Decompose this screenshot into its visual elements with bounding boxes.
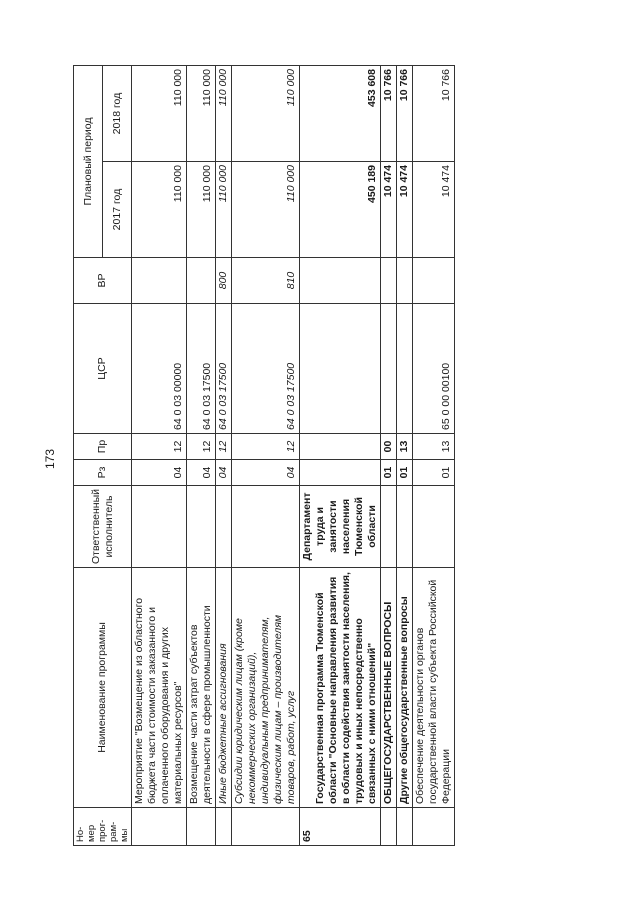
cell-vr bbox=[187, 258, 216, 304]
header-num: Но- мер прог- рам- мы bbox=[74, 808, 132, 846]
cell-name: ОБЩЕГОСУДАРСТВЕННЫЕ ВОПРОСЫ bbox=[381, 568, 397, 808]
cell-y2017: 10 474 bbox=[381, 162, 397, 258]
cell-csr bbox=[381, 304, 397, 434]
cell-csr bbox=[397, 304, 413, 434]
cell-y2018: 10 766 bbox=[413, 66, 455, 162]
cell-y2017: 450 189 bbox=[300, 162, 381, 258]
table-row bbox=[413, 66, 455, 846]
header-2017: 2017 год bbox=[103, 162, 132, 258]
cell-y2018: 453 608 bbox=[300, 66, 381, 162]
cell-csr: 64 0 03 17500 bbox=[187, 304, 216, 434]
cell-num bbox=[381, 808, 397, 846]
cell-num bbox=[187, 808, 216, 846]
header-csr: ЦСР bbox=[74, 304, 132, 434]
page-number: 173 bbox=[43, 448, 57, 469]
cell-y2017: 110 000 bbox=[132, 162, 187, 258]
cell-num bbox=[397, 808, 413, 846]
cell-y2017: 10 474 bbox=[413, 162, 455, 258]
header-vr: ВР bbox=[74, 258, 132, 304]
cell-resp bbox=[413, 486, 455, 568]
cell-rz: 01 bbox=[413, 460, 455, 486]
cell-resp bbox=[397, 486, 413, 568]
cell-vr bbox=[397, 258, 413, 304]
cell-pr: 12 bbox=[132, 434, 187, 460]
cell-resp bbox=[187, 486, 216, 568]
cell-y2017: 110 000 bbox=[232, 162, 300, 258]
cell-resp bbox=[381, 486, 397, 568]
cell-csr: 64 0 03 17500 bbox=[232, 304, 300, 434]
cell-rz: 04 bbox=[187, 460, 216, 486]
cell-vr bbox=[413, 258, 455, 304]
header-row-1 bbox=[74, 66, 103, 846]
cell-csr: 64 0 03 17500 bbox=[216, 304, 232, 434]
header-rz: Рз bbox=[74, 460, 132, 486]
cell-pr: 13 bbox=[413, 434, 455, 460]
cell-y2018: 110 000 bbox=[232, 66, 300, 162]
cell-csr: 65 0 00 00100 bbox=[413, 304, 455, 434]
cell-csr bbox=[300, 304, 381, 434]
cell-name: Возмещение части затрат субъектов деятельности в сфере промышленности bbox=[187, 568, 216, 808]
cell-pr: 12 bbox=[187, 434, 216, 460]
cell-name: Мероприятие "Возмещение из областного бюджета части стоимости заказанного и оплаченного оборудования и других материальных ресурсов" bbox=[132, 568, 187, 808]
cell-rz: 04 bbox=[132, 460, 187, 486]
cell-y2017: 10 474 bbox=[397, 162, 413, 258]
table-row bbox=[216, 66, 232, 846]
table-row bbox=[187, 66, 216, 846]
cell-y2018: 110 000 bbox=[132, 66, 187, 162]
table-row bbox=[381, 66, 397, 846]
cell-vr: 810 bbox=[232, 258, 300, 304]
cell-name: Обеспечение деятельности органов государственной власти субъекта Российской Федерации bbox=[413, 568, 455, 808]
cell-pr bbox=[300, 434, 381, 460]
cell-y2018: 110 000 bbox=[216, 66, 232, 162]
cell-num bbox=[216, 808, 232, 846]
cell-vr bbox=[300, 258, 381, 304]
cell-y2018: 110 000 bbox=[187, 66, 216, 162]
cell-resp bbox=[132, 486, 187, 568]
cell-resp bbox=[232, 486, 300, 568]
cell-y2017: 110 000 bbox=[216, 162, 232, 258]
header-name: Наименование программы bbox=[74, 568, 132, 808]
cell-pr: 12 bbox=[232, 434, 300, 460]
cell-num bbox=[132, 808, 187, 846]
cell-num: 65 bbox=[300, 808, 381, 846]
cell-pr: 12 bbox=[216, 434, 232, 460]
cell-rz: 01 bbox=[397, 460, 413, 486]
table-row bbox=[232, 66, 300, 846]
table-row bbox=[132, 66, 187, 846]
cell-pr: 00 bbox=[381, 434, 397, 460]
cell-num bbox=[232, 808, 300, 846]
budget-table bbox=[73, 65, 455, 846]
header-plan: Плановый период bbox=[74, 66, 103, 258]
cell-rz: 04 bbox=[232, 460, 300, 486]
cell-y2018: 10 766 bbox=[381, 66, 397, 162]
cell-name: Государственная программа Тюменской области "Основные направления развития в области содействия занятости населения, трудовых и иных непосредственно связанных с ними отношений" bbox=[300, 568, 381, 808]
cell-name: Субсидии юридическим лицам (кроме некоммерческих организаций), индивидуальным предпринимателям, физическим лицам – производителям товаров, работ, услуг bbox=[232, 568, 300, 808]
cell-vr: 800 bbox=[216, 258, 232, 304]
cell-name: Иные бюджетные ассигнования bbox=[216, 568, 232, 808]
cell-rz: 04 bbox=[216, 460, 232, 486]
table-row bbox=[397, 66, 413, 846]
cell-resp: Департамент труда и занятости населения Тюменской области bbox=[300, 486, 381, 568]
cell-resp bbox=[216, 486, 232, 568]
header-resp: Ответственный исполнитель bbox=[74, 486, 132, 568]
header-2018: 2018 год bbox=[103, 66, 132, 162]
header-pr: Пр bbox=[74, 434, 132, 460]
cell-vr bbox=[132, 258, 187, 304]
cell-rz: 01 bbox=[381, 460, 397, 486]
table-row bbox=[300, 66, 381, 846]
cell-y2017: 110 000 bbox=[187, 162, 216, 258]
cell-vr bbox=[381, 258, 397, 304]
cell-pr: 13 bbox=[397, 434, 413, 460]
cell-name: Другие общегосударственные вопросы bbox=[397, 568, 413, 808]
cell-rz bbox=[300, 460, 381, 486]
cell-num bbox=[413, 808, 455, 846]
cell-y2018: 10 766 bbox=[397, 66, 413, 162]
budget-table-container bbox=[73, 66, 628, 846]
cell-csr: 64 0 03 00000 bbox=[132, 304, 187, 434]
